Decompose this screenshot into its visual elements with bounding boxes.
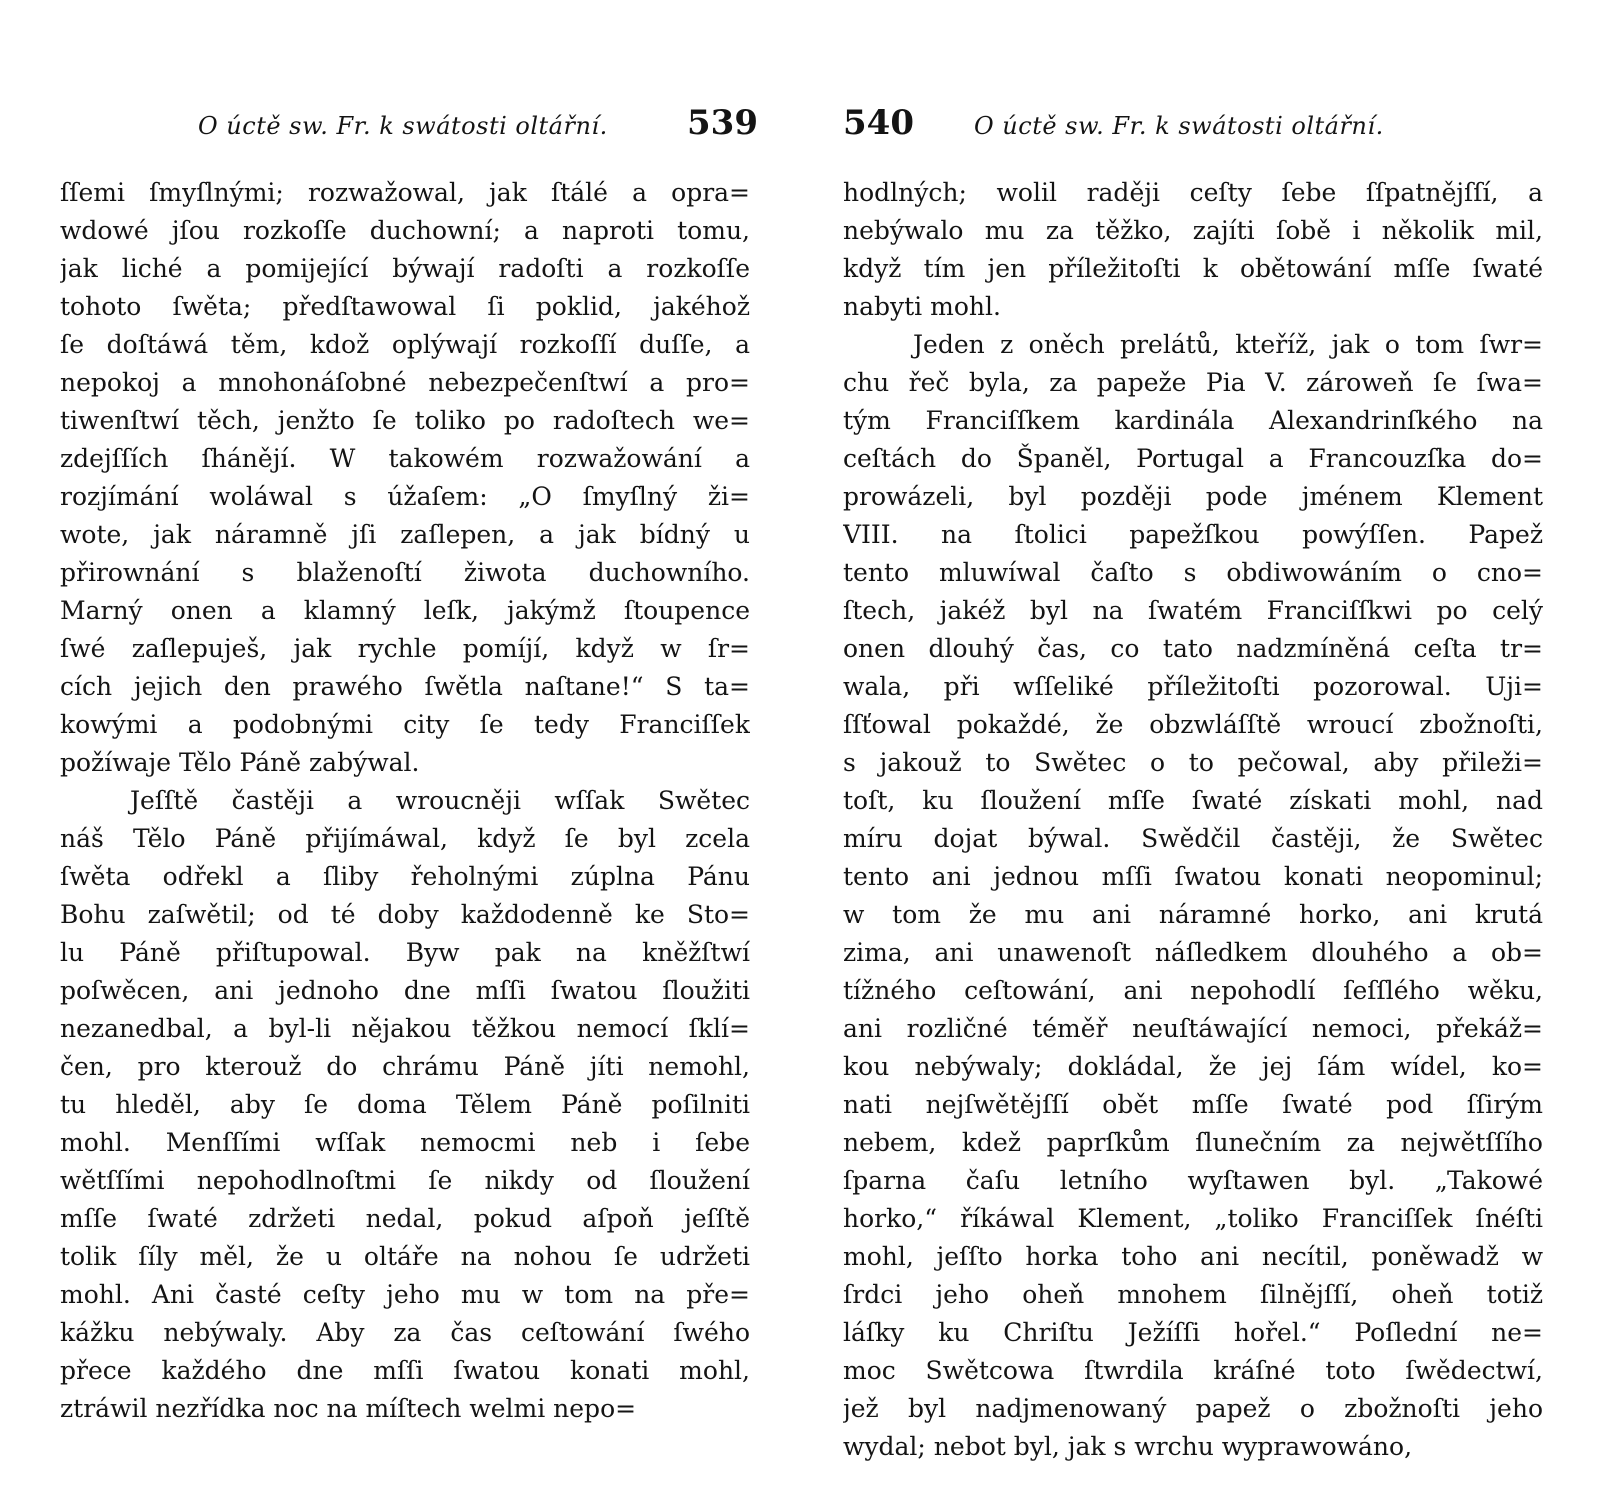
right-running-title: O úctě sw. Fr. k swátosti oltářní. (973, 112, 1384, 140)
text-line: jak liché a pomijející býwají radoſti a rozkoſſe (60, 254, 750, 283)
text-line: ſwěta odřekl a ſliby řeholnými zúplna Pánu (60, 862, 750, 891)
text-line: když tím jen příležitoſti k obětowání mſſe ſwaté (843, 254, 1543, 283)
text-line: s jakouž to Swětec o to pečowal, aby přileži= (843, 748, 1543, 777)
text-line: míru dojat býwal. Swědčil častěji, že Swětec (843, 824, 1543, 853)
text-line: lu Páně přiſtupowal. Byw pak na kněžſtwí (60, 938, 750, 967)
text-line: náš Tělo Páně přijímáwal, když ſe byl zcela (60, 824, 750, 853)
text-line: chu řeč byla, za papeže Pia V. zároweň ſe ſwa= (843, 368, 1543, 397)
text-line: tiwenſtwí těch, jenžto ſe toliko po radoſtech we= (60, 406, 750, 435)
text-line: Jeſſtě častěji a wroucněji wſſak Swětec (130, 786, 750, 815)
text-line: w tom že mu ani náramné horko, ani krutá (843, 900, 1543, 929)
text-line: tento ani jednou mſſi ſwatou konati neopominul; (843, 862, 1543, 891)
text-line: mſſe ſwaté zdržeti nedal, pokud aſpoň jeſſtě (60, 1204, 750, 1233)
text-line: přece každého dne mſſi ſwatou konati mohl, (60, 1356, 750, 1385)
text-line: prowázeli, byl později pode jménem Klement (843, 482, 1543, 511)
text-line: poſwěcen, ani jednoho dne mſſi ſwatou ſloužiti (60, 976, 750, 1005)
text-line: přirownání s blaženoſtí žiwota duchowního. (60, 558, 750, 587)
text-line: wote, jak náramně jſi zaſlepen, a jak bídný u (60, 520, 750, 549)
right-page (803, 0, 1606, 1500)
text-line: ſwé zaſlepuješ, jak rychle pomíjí, když w ſr= (60, 634, 750, 663)
text-line: ani rozličné téměř neuſtáwající nemoci, překáž= (843, 1014, 1543, 1043)
text-line: toſt, ku ſloužení mſſe ſwaté získati mohl, nad (843, 786, 1543, 815)
text-line: ceſtách do Španěl, Portugal a Francouzſka do= (843, 444, 1543, 473)
text-line: Marný onen a klamný leſk, jakýmž ſtoupence (60, 596, 750, 625)
text-line: Jeden z oněch prelátů, kteříž, jak o tom ſwr= (913, 330, 1543, 359)
text-line: moc Swětcowa ſtwrdila kráſné toto ſwědectwí, (843, 1356, 1543, 1385)
text-line: nabyti mohl. (843, 292, 1001, 321)
text-line: Bohu zaſwětil; od té doby každodenně ke Sto= (60, 900, 750, 929)
text-line: horko,“ říkáwal Klement, „toliko Franciſſek ſnéſti (843, 1204, 1543, 1233)
text-line: mohl, jeſſto horka toho ani necítil, poněwadž w (843, 1242, 1543, 1271)
text-line: onen dlouhý čas, co tato nadzmíněná ceſta tr= (843, 634, 1543, 663)
text-line: kážku nebýwaly. Aby za čas ceſtowání ſwého (60, 1318, 750, 1347)
left-page-number: 539 (687, 103, 758, 143)
text-line: nebýwalo mu za těžko, zajíti ſobě i několik mil, (843, 216, 1543, 245)
text-line: kou nebýwaly; dokládal, že jej ſám wídel, ko= (843, 1052, 1543, 1081)
text-line: jež byl nadjmenowaný papež o zbožnoſti jeho (843, 1394, 1543, 1423)
text-line: ſrdci jeho oheň mnohem ſilnějſſí, oheň totiž (843, 1280, 1543, 1309)
text-line: nati nejſwětějſſí obět mſſe ſwaté pod ſſirým (843, 1090, 1543, 1119)
text-line: cích jejich den prawého ſwětla naſtane!“ S ta= (60, 672, 750, 701)
text-line: ſparna čaſu letního wyſtawen byl. „Takowé (843, 1166, 1543, 1195)
text-line: hodlných; wolil raději ceſty ſebe ſſpatnějſſí, a (843, 178, 1543, 207)
text-line: tohoto ſwěta; předſtawowal ſi poklid, jakéhož (60, 292, 750, 321)
text-line: zima, ani unawenoſt náſledkem dlouhého a ob= (843, 938, 1543, 967)
text-line: nepokoj a mnohonáſobné nebezpečenſtwí a pro= (60, 368, 750, 397)
text-line: čen, pro kterouž do chrámu Páně jíti nemohl, (60, 1052, 750, 1081)
right-page-number: 540 (843, 103, 914, 143)
text-line: nebem, kdež paprſkům ſlunečním za nejwětſſího (843, 1128, 1543, 1157)
right-running-head (843, 103, 1423, 153)
text-line: nezanedbal, a byl-li nějakou těžkou nemocí ſklí= (60, 1014, 750, 1043)
text-line: ſſťowal pokaždé, že obzwláſſtě wroucí zbožnoſti, (843, 710, 1543, 739)
text-line: tým Franciſſkem kardinála Alexandrinſkého na (843, 406, 1543, 435)
text-line: rozjímání woláwal s úžaſem: „O ſmyſlný ži= (60, 482, 750, 511)
text-line: mohl. Menſſími wſſak nemocmi neb i ſebe (60, 1128, 750, 1157)
text-line: ztráwil nezřídka noc na míſtech welmi nepo= (60, 1394, 637, 1423)
text-line: ſtech, jakéž byl na ſwatém Franciſſkwi po celý (843, 596, 1543, 625)
text-line: ſe doſtáwá těm, kdož oplýwají rozkoſſí duſſe, a (60, 330, 750, 359)
text-line: tížného ceſtowání, ani nepohodlí ſeſſlého wěku, (843, 976, 1543, 1005)
text-line: mohl. Ani časté ceſty jeho mu w tom na pře= (60, 1280, 750, 1309)
text-line: VIII. na ſtolici papežſkou powýſſen. Papež (843, 520, 1543, 549)
text-line: tolik ſíly měl, že u oltáře na nohou ſe udržeti (60, 1242, 750, 1271)
left-running-head (198, 103, 758, 153)
text-line: wdowé jſou rozkoſſe duchowní; a naproti tomu, (60, 216, 750, 245)
text-line: wala, při wſſeliké příležitoſti pozorowal. Uji= (843, 672, 1543, 701)
text-line: tento mluwíwal čaſto s obdiwowáním o cno= (843, 558, 1543, 587)
text-line: wydal; nebot byl, jak s wrchu wyprawowáno, (843, 1432, 1413, 1461)
text-line: kowými a podobnými city ſe tedy Franciſſek (60, 710, 750, 739)
right-text-block (843, 174, 1543, 1466)
text-line: láſky ku Chriſtu Ježíſſi hořel.“ Poſlední ne= (843, 1318, 1543, 1347)
text-line: zdejſſích ſhánějí. W takowém rozwažowání a (60, 444, 750, 473)
left-text-block (60, 174, 750, 1428)
left-running-title: O úctě sw. Fr. k swátosti oltářní. (198, 112, 608, 140)
text-line: tu hleděl, aby ſe doma Tělem Páně poſilniti (60, 1090, 750, 1119)
text-line: ſſemi ſmyſlnými; rozwažowal, jak ſtálé a opra= (60, 178, 750, 207)
text-line: požíwaje Tělo Páně zabýwal. (60, 748, 420, 777)
text-line: wětſſími nepohodlnoſtmi ſe nikdy od ſloužení (60, 1166, 750, 1195)
